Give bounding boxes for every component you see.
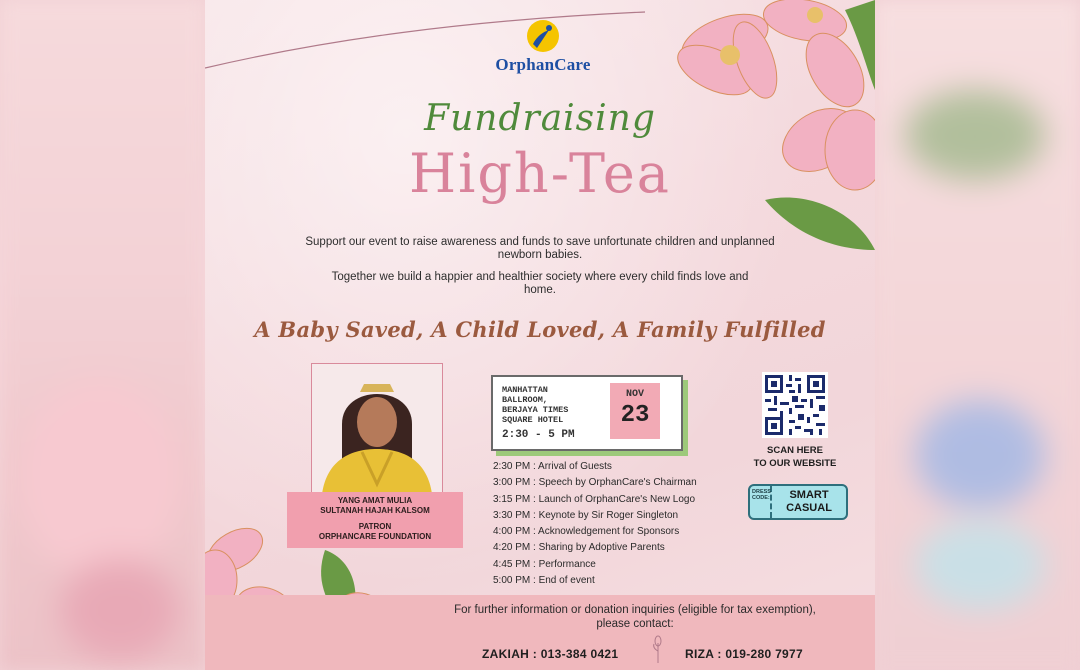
schedule-item: 3:30 PM : Keynote by Sir Roger Singleton [493,509,679,521]
footer-info-line1: For further information or donation inquiries (eligible for tax exemption), [454,604,816,616]
qr-caption-line1: SCAN HERE [767,445,823,456]
venue-card [491,375,683,451]
dress-code-stub [750,486,772,518]
schedule-item: 3:15 PM : Launch of OrphanCare's New Logo [493,493,696,505]
schedule-item: 4:00 PM : Acknowledgement for Sponsors [493,526,680,538]
patron-caption [287,492,463,548]
venue-line: MANHATTAN [502,385,548,395]
patron-name-line2: SULTANAH HAJAH KALSOM [320,506,430,515]
contact-footer [205,595,875,670]
date-month: NOV [625,389,644,400]
venue-line: SQUARE HOTEL [502,415,564,425]
website-qr-code[interactable] [762,372,828,438]
schedule-list [493,459,753,589]
flower-sprig-icon [651,635,665,663]
schedule-item: 5:00 PM : End of event [493,575,595,587]
intro-paragraph-2: Together we build a happier and healthier society where every child finds love and home. [331,271,749,296]
dress-code-value [772,489,846,515]
dress-code-label [752,489,771,501]
sun-with-child-icon [525,18,561,54]
blurred-backdrop-right [875,0,1080,670]
contact-zakiah: ZAKIAH : 013-384 0421 [482,647,619,661]
patron-photo [311,363,443,495]
schedule-item: 3:00 PM : Speech by OrphanCare's Chairman [493,477,697,489]
title-script: Fundraising [424,98,656,139]
tagline: A Baby Saved, A Child Loved, A Family Fulfilled [254,317,826,342]
venue-line: BERJAYA TIMES [502,405,569,415]
schedule-item: 4:20 PM : Sharing by Adoptive Parents [493,542,665,554]
intro-paragraph-1: Support our event to raise awareness and funds to save unfortunate children and unplanned newborn babies. [305,236,775,261]
venue-line: BALLROOM, [502,395,548,405]
qr-caption [735,444,855,470]
patron-role-line2: ORPHANCARE FOUNDATION [318,532,432,541]
patron-name-line1: YANG AMAT MULIA [337,496,413,505]
footer-info-line2: please contact: [596,618,674,630]
date-badge [610,383,660,439]
orphancare-logo [483,18,603,75]
schedule-item: 2:30 PM : Arrival of Guests [493,461,612,472]
event-poster [205,0,875,670]
blurred-backdrop-left [0,0,205,670]
dress-code-label-line1: DRESS [752,489,771,495]
contact-riza: RIZA : 019-280 7977 [685,647,803,661]
venue-address [502,385,602,425]
dress-code-value-line2: CASUAL [786,502,832,514]
date-day: 23 [620,402,650,429]
page-title: High-Tea [408,142,671,205]
dress-code-ticket [748,484,848,520]
logo-wordmark: OrphanCare [495,55,591,74]
schedule-item: 4:45 PM : Performance [493,558,596,570]
patron-role-line1: PATRON [358,522,392,531]
qr-caption-line2: TO OUR WEBSITE [753,458,837,469]
dress-code-value-line1: SMART [789,489,829,501]
event-time: 2:30 - 5 PM [502,429,575,441]
dress-code-label-line2: CODE: [752,495,770,501]
